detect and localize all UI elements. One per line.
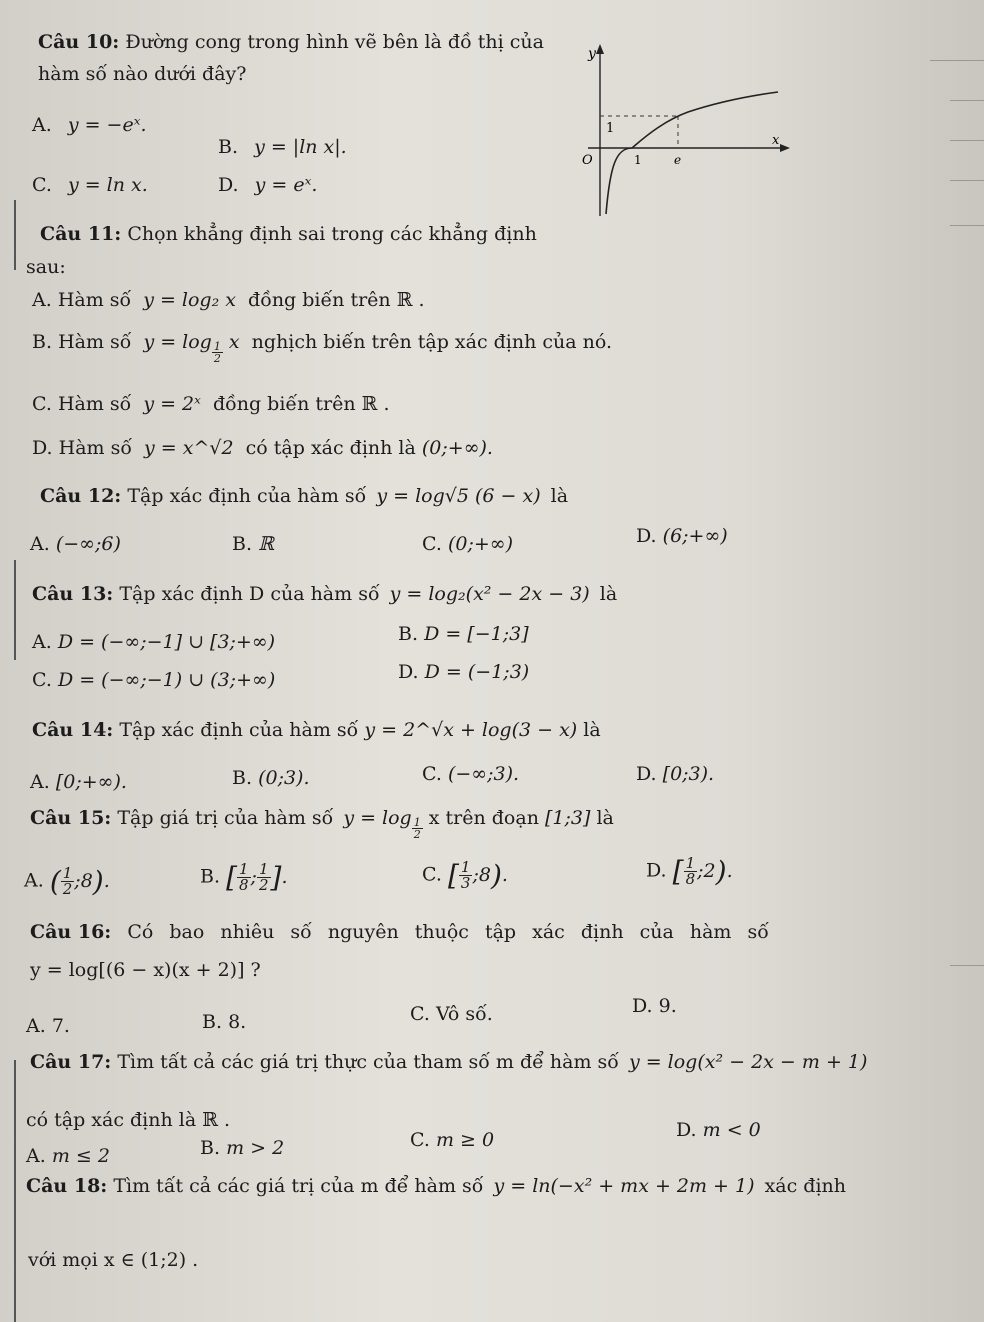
question-12-line bbox=[40, 484, 568, 508]
question-17-function: y = log(x² − 2x − m + 1) bbox=[628, 1051, 868, 1073]
question-10-text-2: hàm số nào dưới đây? bbox=[38, 63, 247, 85]
q17-option-b bbox=[200, 1136, 284, 1160]
question-14-function: y = 2^√x + log(3 − x) bbox=[364, 719, 578, 741]
q14-option-a bbox=[30, 770, 127, 794]
question-11-text-2: sau: bbox=[26, 256, 66, 278]
question-16-line bbox=[30, 920, 769, 944]
option-b-value: (0;3). bbox=[258, 767, 310, 789]
option-d-value: [ $\frac{1}{8}$ ;2). bbox=[672, 854, 733, 888]
question-18-line bbox=[26, 1174, 846, 1198]
q11-option-a bbox=[32, 288, 425, 312]
option-b-value: [ $\frac{1}{8}$ ; $\frac{1}{2}$ ]. bbox=[226, 860, 288, 894]
question-15-suffix: là bbox=[596, 807, 614, 829]
question-18-text-2: với mọi x ∈ (1;2) . bbox=[28, 1249, 199, 1271]
q17-option-d bbox=[676, 1118, 761, 1142]
option-label: B. bbox=[202, 1011, 223, 1033]
option-text: Hàm số bbox=[58, 331, 132, 353]
question-15-text: Tập giá trị của hàm số bbox=[117, 807, 334, 829]
q13-option-d bbox=[398, 660, 529, 684]
option-label: A. bbox=[26, 1145, 46, 1167]
option-b-value: D = [−1;3] bbox=[424, 623, 529, 645]
q12-option-b bbox=[232, 532, 274, 556]
option-a-value: (−∞;6) bbox=[55, 533, 121, 555]
option-a-value: m ≤ 2 bbox=[51, 1145, 110, 1167]
option-d-value: y = eˣ. bbox=[254, 174, 318, 196]
question-15-interval: [1;3] bbox=[545, 807, 591, 829]
q15-option-b bbox=[200, 862, 287, 893]
option-c-value: y = ln x. bbox=[67, 174, 148, 196]
option-label: C. bbox=[32, 669, 52, 691]
question-14-text: Tập xác định của hàm số bbox=[119, 719, 359, 741]
option-label: B. bbox=[200, 865, 221, 888]
option-b-value: 8. bbox=[228, 1011, 247, 1033]
option-a-value: y = −eˣ. bbox=[67, 114, 147, 136]
option-label: D. bbox=[676, 1119, 697, 1141]
option-label: B. bbox=[232, 767, 253, 789]
question-12-label: Câu 12: bbox=[40, 485, 122, 507]
q14-option-c bbox=[422, 762, 519, 786]
q16-option-c bbox=[410, 1002, 493, 1026]
option-text: Hàm số bbox=[57, 393, 132, 415]
margin-line bbox=[14, 200, 16, 270]
question-12-suffix: là bbox=[550, 485, 569, 507]
ruled-line bbox=[950, 180, 984, 181]
question-10-label: Câu 10: bbox=[38, 31, 120, 53]
option-text: Hàm số bbox=[58, 437, 132, 459]
question-12-text: Tập xác định của hàm số bbox=[127, 485, 367, 507]
option-d-value: m < 0 bbox=[702, 1119, 761, 1141]
question-14-line bbox=[32, 718, 601, 742]
x-axis-label: x bbox=[772, 133, 780, 148]
option-label: D. bbox=[636, 525, 657, 547]
option-label: C. bbox=[422, 763, 442, 785]
question-15-line bbox=[30, 806, 614, 840]
q11-option-d bbox=[32, 436, 493, 460]
option-label: A. bbox=[26, 1015, 46, 1037]
question-13-function: y = log₂(x² − 2x − 3) bbox=[389, 583, 590, 605]
option-label: B. bbox=[218, 136, 239, 158]
option-text: đồng biến trên ℝ . bbox=[212, 393, 390, 415]
question-18-label: Câu 18: bbox=[26, 1175, 108, 1197]
question-11-text: Chọn khẳng định sai trong các khẳng định bbox=[127, 223, 537, 245]
option-text: Hàm số bbox=[57, 289, 132, 311]
option-label: D. bbox=[32, 437, 53, 459]
option-label: D. bbox=[398, 661, 419, 683]
option-c-value: (−∞;3). bbox=[447, 763, 520, 785]
question-18-text: Tìm tất cả các giá trị của m để hàm số bbox=[113, 1175, 484, 1197]
q11-option-b bbox=[32, 330, 612, 364]
tick-y-1: 1 bbox=[606, 121, 615, 136]
q13-option-a bbox=[32, 630, 275, 654]
option-a-value: 7. bbox=[51, 1015, 70, 1037]
question-11-label: Câu 11: bbox=[40, 223, 122, 245]
option-text: có tập xác định là bbox=[245, 437, 416, 459]
option-label: B. bbox=[32, 331, 53, 353]
option-label: A. bbox=[24, 869, 44, 892]
margin-line bbox=[14, 1060, 16, 1322]
ln-curve bbox=[606, 92, 778, 214]
option-label: A. bbox=[32, 631, 52, 653]
question-14-suffix: là bbox=[583, 719, 601, 741]
q16-option-b bbox=[202, 1010, 246, 1034]
option-c-value: D = (−∞;−1) ∪ (3;+∞) bbox=[57, 669, 276, 691]
question-14-label: Câu 14: bbox=[32, 719, 114, 741]
option-label: D. bbox=[646, 859, 667, 882]
question-13-label: Câu 13: bbox=[32, 583, 114, 605]
option-a-math: y = log₂ x bbox=[143, 289, 236, 311]
option-label: C. bbox=[32, 393, 52, 415]
question-16-label: Câu 16: bbox=[30, 921, 112, 943]
option-d-value: 9. bbox=[658, 995, 677, 1017]
question-16-text: Có bao nhiêu số nguyên thuộc tập xác định của hàm số bbox=[127, 921, 769, 943]
option-label: D. bbox=[632, 995, 653, 1017]
question-10-text: Đường cong trong hình vẽ bên là đồ thị của bbox=[125, 31, 544, 53]
option-label: B. bbox=[232, 533, 253, 555]
function-graph bbox=[548, 36, 798, 226]
option-text: đồng biến trên ℝ . bbox=[248, 289, 425, 311]
ruled-line bbox=[930, 60, 984, 61]
q14-option-b bbox=[232, 766, 310, 790]
q13-option-b bbox=[398, 622, 529, 646]
q16-option-d bbox=[632, 994, 677, 1018]
q14-option-d bbox=[636, 762, 714, 786]
option-label: A. bbox=[32, 114, 52, 136]
question-10-line-1 bbox=[38, 30, 544, 54]
option-d-math: y = x^√2 bbox=[144, 437, 234, 459]
option-c-value: Vô số. bbox=[435, 1003, 493, 1025]
q15-option-d bbox=[646, 856, 733, 887]
option-label: D. bbox=[218, 174, 239, 196]
option-b-value: ℝ bbox=[258, 533, 274, 555]
option-b-value: m > 2 bbox=[226, 1137, 285, 1159]
question-13-line bbox=[32, 582, 617, 606]
x-axis-arrow bbox=[780, 144, 790, 152]
option-a-value: ( $\frac{1}{2}$ ;8). bbox=[49, 864, 110, 898]
q16-option-a bbox=[26, 1014, 70, 1038]
option-c-value: [ $\frac{1}{3}$ ;8). bbox=[447, 858, 508, 892]
q15-option-a bbox=[24, 866, 110, 897]
q10-option-d bbox=[218, 173, 317, 197]
question-15-label: Câu 15: bbox=[30, 807, 112, 829]
ruled-line bbox=[950, 225, 984, 226]
margin-line bbox=[14, 560, 16, 660]
option-a-value: [0;+∞). bbox=[55, 771, 127, 793]
option-d-value: (6;+∞) bbox=[662, 525, 728, 547]
ruled-line bbox=[950, 965, 984, 966]
question-18-text-post: xác định bbox=[764, 1175, 846, 1197]
option-d-value: D = (−1;3) bbox=[424, 661, 530, 683]
q12-option-c bbox=[422, 532, 513, 556]
option-label: C. bbox=[410, 1003, 430, 1025]
q15-option-c bbox=[422, 860, 508, 891]
option-label: A. bbox=[32, 289, 52, 311]
q17-option-a bbox=[26, 1144, 110, 1168]
q10-option-c bbox=[32, 173, 148, 197]
tick-x-1: 1 bbox=[634, 153, 642, 167]
ruled-line bbox=[950, 100, 984, 101]
option-label: C. bbox=[410, 1129, 430, 1151]
question-17-text: Tìm tất cả các giá trị thực của tham số m để hàm số bbox=[117, 1051, 619, 1073]
option-b-math: y = log $\frac{1}{2}$ x bbox=[143, 331, 240, 365]
option-d-value: [0;3). bbox=[662, 763, 715, 785]
option-label: D. bbox=[636, 763, 657, 785]
question-17-label: Câu 17: bbox=[30, 1051, 112, 1073]
tick-x-e: e bbox=[674, 153, 682, 167]
q13-option-c bbox=[32, 668, 275, 692]
option-label: C. bbox=[422, 863, 442, 886]
option-label: C. bbox=[32, 174, 52, 196]
question-12-function: y = log√5 (6 − x) bbox=[376, 485, 541, 507]
option-a-value: D = (−∞;−1] ∪ [3;+∞) bbox=[57, 631, 276, 653]
question-15-function: y = log $\frac{1}{2}$ bbox=[343, 807, 421, 841]
option-c-value: m ≥ 0 bbox=[435, 1129, 495, 1151]
q12-option-d bbox=[636, 524, 728, 548]
option-label: A. bbox=[30, 771, 50, 793]
ruled-line bbox=[950, 140, 984, 141]
question-17-text-2: có tập xác định là ℝ . bbox=[26, 1109, 231, 1131]
option-b-value: y = |ln x|. bbox=[254, 136, 347, 158]
q11-option-c bbox=[32, 392, 390, 416]
option-label: B. bbox=[200, 1137, 221, 1159]
option-label: B. bbox=[398, 623, 419, 645]
origin-label: O bbox=[582, 153, 593, 168]
option-c-value: (0;+∞) bbox=[447, 533, 514, 555]
question-16-function: y = log[(6 − x)(x + 2)] ? bbox=[30, 959, 261, 981]
y-axis-arrow bbox=[596, 44, 604, 54]
option-text: nghịch biến trên tập xác định của nó. bbox=[251, 331, 613, 353]
option-label: C. bbox=[422, 533, 442, 555]
question-18-function: y = ln(−x² + mx + 2m + 1) bbox=[493, 1175, 755, 1197]
question-13-text: Tập xác định D của hàm số bbox=[119, 583, 380, 605]
question-13-suffix: là bbox=[599, 583, 618, 605]
question-17-line bbox=[30, 1050, 867, 1074]
q12-option-a bbox=[30, 532, 121, 556]
q10-option-a bbox=[32, 113, 147, 137]
q10-option-b bbox=[218, 135, 347, 159]
option-c-math: y = 2ˣ bbox=[143, 393, 201, 415]
q17-option-c bbox=[410, 1128, 494, 1152]
question-11-line-1 bbox=[40, 222, 537, 246]
option-label: A. bbox=[30, 533, 50, 555]
question-15-text-post: x trên đoạn bbox=[428, 807, 539, 829]
y-axis-label: y bbox=[588, 46, 596, 62]
option-d-set: (0;+∞). bbox=[421, 437, 493, 459]
